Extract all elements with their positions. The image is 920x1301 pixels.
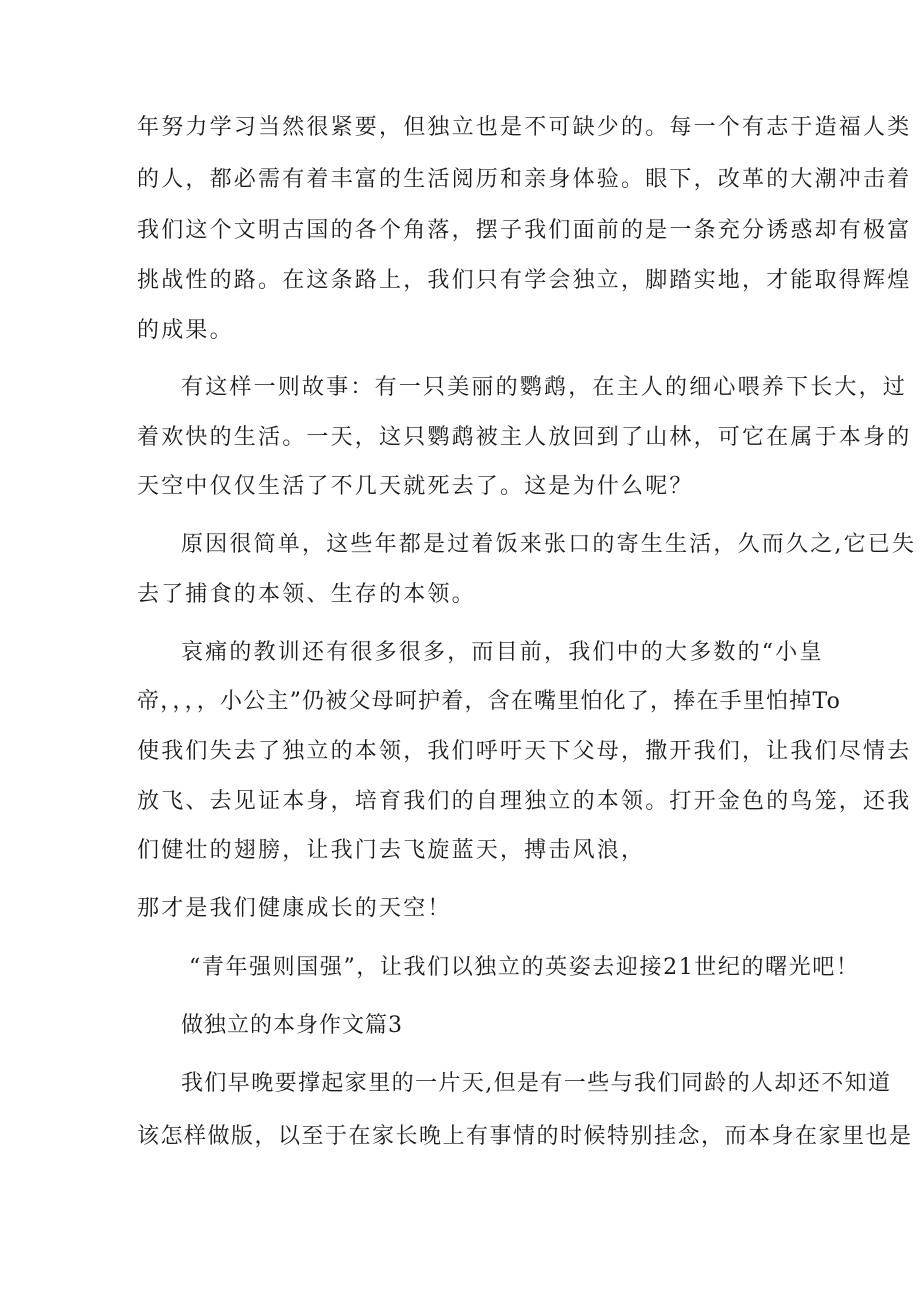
text-line: 该怎样做版，以至于在家长晚上有事情的时候特别挂念，而本身在家里也是 — [137, 1124, 913, 1149]
text-line: “青年强则国强”，让我们以独立的英姿去迎接21世纪的曙光吧！ — [189, 955, 860, 980]
text-line: 去了捕食的本领、生存的本领。 — [137, 582, 476, 607]
text-line: 原因很简单，这些年都是过着饭来张口的寄生生活，久而久之,它已失 — [181, 532, 917, 557]
text-line: 的成果。 — [137, 318, 234, 343]
section-heading: 做独立的本身作文篇3 — [181, 1013, 403, 1038]
text-line: 放飞、去见证本身，培育我们的自理独立的本领。打开金色的鸟笼，还我 — [137, 789, 912, 814]
text-line: 挑战性的路。在这条路上，我们只有学会独立，脚踏实地，才能取得辉煌 — [137, 268, 912, 293]
text-line: 哀痛的教训还有很多很多，而目前，我们中的大多数的“小皇 — [181, 640, 824, 665]
text-line: 使我们失去了独立的本领，我们呼吁天下父母，撒开我们，让我们尽情去 — [137, 739, 912, 764]
text-line: 们健壮的翅膀，让我门去飞旋蓝天，搏击风浪， — [137, 838, 646, 863]
text-line: 天空中仅仅生活了不几天就死去了。这是为什么呢？ — [137, 474, 694, 499]
text-line: 的人，都必需有着丰富的生活阅历和亲身体验。眼下，改革的大潮冲击着 — [137, 167, 912, 192]
text-line: 那才是我们健康成长的天空！ — [137, 896, 452, 921]
text-line: 着欢快的生活。一天，这只鹦鹉被主人放回到了山林，可它在属于本身的 — [137, 425, 912, 450]
text-line: 帝，，，，小公主”仍被父母呵护着，含在嘴里怕化了，捧在手里怕掉To — [137, 689, 842, 714]
text-line: 我们这个文明古国的各个角落，摆子我们面前的是一条充分诱惑却有极富 — [137, 218, 912, 243]
text-line: 有这样一则故事：有一只美丽的鹦鹉，在主人的细心喂养下长大，过 — [181, 375, 908, 400]
text-line: 年努力学习当然很紧要，但独立也是不可缺少的。每一个有志于造福人类 — [137, 115, 912, 140]
text-line: 我们早晚要撑起家里的一片天,但是有一些与我们同龄的人却还不知道 — [181, 1071, 892, 1096]
